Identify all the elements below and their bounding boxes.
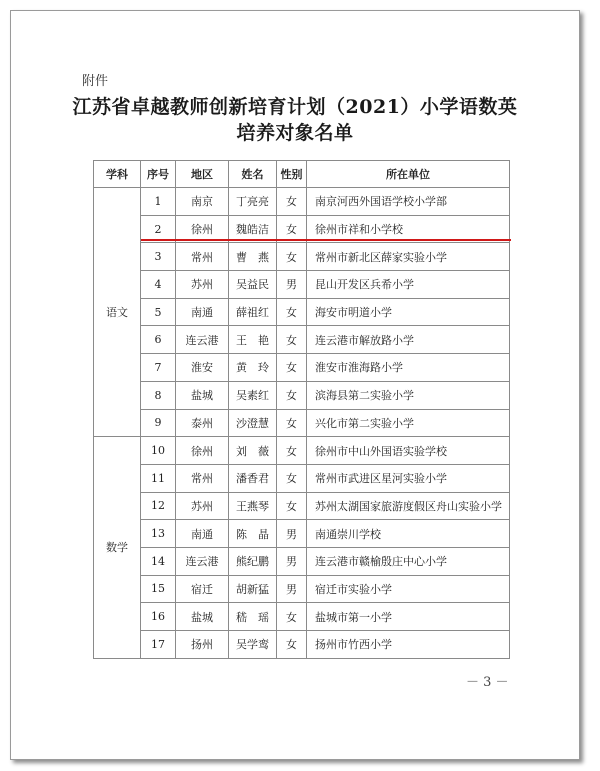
region-cell: 连云港 [176,547,229,575]
gender-cell: 男 [277,520,307,548]
header-gender: 性别 [277,161,307,188]
name-cell: 丁亮亮 [229,188,277,216]
seq-cell: 12 [141,492,176,520]
unit-cell: 南京河西外国语学校小学部 [307,188,510,216]
region-cell: 常州 [176,464,229,492]
red-underline-annotation [141,239,511,241]
gender-cell: 女 [277,631,307,659]
region-cell: 南京 [176,188,229,216]
header-unit: 所在单位 [307,161,510,188]
unit-cell: 南通崇川学校 [307,520,510,548]
seq-cell: 10 [141,437,176,465]
region-cell: 宿迁 [176,575,229,603]
header-subject: 学科 [94,161,141,188]
unit-cell: 昆山开发区兵希小学 [307,271,510,299]
table-row [94,271,510,299]
unit-cell: 徐州市祥和小学校 [307,215,510,243]
unit-cell: 淮安市淮海路小学 [307,354,510,382]
seq-cell: 6 [141,326,176,354]
table-row [94,520,510,548]
region-cell: 扬州 [176,631,229,659]
seq-cell: 8 [141,381,176,409]
region-cell: 苏州 [176,271,229,299]
name-cell: 吴益民 [229,271,277,299]
subject-cell: 数学 [94,437,141,659]
unit-cell: 盐城市第一小学 [307,603,510,631]
table-row [94,381,510,409]
unit-cell: 连云港市解放路小学 [307,326,510,354]
table-row [94,243,510,271]
region-cell: 徐州 [176,215,229,243]
gender-cell: 女 [277,326,307,354]
seq-cell: 2 [141,215,176,243]
name-cell: 熊纪鹏 [229,547,277,575]
gender-cell: 女 [277,354,307,382]
document-title-line-2: 培养对象名单 [236,122,354,144]
attachment-label: 附件 [82,74,109,89]
seq-cell: 14 [141,547,176,575]
table-header-row [94,161,510,188]
seq-cell: 9 [141,409,176,437]
seq-cell: 4 [141,271,176,299]
unit-cell: 海安市明道小学 [307,298,510,326]
name-cell: 吴学鸾 [229,631,277,659]
seq-cell: 11 [141,464,176,492]
header-name: 姓名 [229,161,277,188]
unit-cell: 连云港市赣榆殷庄中心小学 [307,547,510,575]
region-cell: 苏州 [176,492,229,520]
name-cell: 陈 晶 [229,520,277,548]
region-cell: 盐城 [176,381,229,409]
header-seq: 序号 [141,161,176,188]
gender-cell: 女 [277,603,307,631]
gender-cell: 女 [277,215,307,243]
gender-cell: 男 [277,547,307,575]
seq-cell: 15 [141,575,176,603]
header-region: 地区 [176,161,229,188]
name-cell: 嵇 瑶 [229,603,277,631]
gender-cell: 女 [277,464,307,492]
seq-cell: 13 [141,520,176,548]
table-row [94,603,510,631]
table-row [94,188,510,216]
name-cell: 吴素红 [229,381,277,409]
seq-cell: 17 [141,631,176,659]
gender-cell: 女 [277,381,307,409]
region-cell: 泰州 [176,409,229,437]
region-cell: 盐城 [176,603,229,631]
table-row [94,631,510,659]
unit-cell: 常州市新北区薛家实验小学 [307,243,510,271]
unit-cell: 徐州市中山外国语实验学校 [307,437,510,465]
subject-cell: 语文 [94,188,141,437]
name-cell: 曹 燕 [229,243,277,271]
name-cell: 潘香君 [229,464,277,492]
name-cell: 沙澄慧 [229,409,277,437]
table-row [94,354,510,382]
gender-cell: 女 [277,437,307,465]
unit-cell: 常州市武进区星河实验小学 [307,464,510,492]
name-cell: 王 艳 [229,326,277,354]
region-cell: 徐州 [176,437,229,465]
seq-cell: 3 [141,243,176,271]
document-title-line-1: 江苏省卓越教师创新培育计划（2021）小学语数英 [72,96,518,118]
seq-cell: 1 [141,188,176,216]
page-number: － 3 － [466,675,509,690]
table-row [94,464,510,492]
table-row [94,547,510,575]
table-row [94,326,510,354]
name-cell: 刘 薇 [229,437,277,465]
name-cell: 黄 玲 [229,354,277,382]
unit-cell: 宿迁市实验小学 [307,575,510,603]
gender-cell: 女 [277,188,307,216]
table-row [94,575,510,603]
gender-cell: 女 [277,492,307,520]
gender-cell: 男 [277,271,307,299]
table-row [94,298,510,326]
gender-cell: 女 [277,243,307,271]
gender-cell: 女 [277,409,307,437]
unit-cell: 滨海县第二实验小学 [307,381,510,409]
name-cell: 薛祖红 [229,298,277,326]
region-cell: 南通 [176,520,229,548]
seq-cell: 7 [141,354,176,382]
region-cell: 连云港 [176,326,229,354]
name-cell: 胡新猛 [229,575,277,603]
unit-cell: 扬州市竹西小学 [307,631,510,659]
name-cell: 魏皓洁 [229,215,277,243]
table-row [94,437,510,465]
table-row [94,492,510,520]
unit-cell: 兴化市第二实验小学 [307,409,510,437]
gender-cell: 女 [277,298,307,326]
table-row [94,409,510,437]
region-cell: 南通 [176,298,229,326]
region-cell: 常州 [176,243,229,271]
region-cell: 淮安 [176,354,229,382]
seq-cell: 16 [141,603,176,631]
unit-cell: 苏州太湖国家旅游度假区舟山实验小学 [307,492,510,520]
name-cell: 王燕琴 [229,492,277,520]
roster-table [93,160,510,659]
gender-cell: 男 [277,575,307,603]
seq-cell: 5 [141,298,176,326]
